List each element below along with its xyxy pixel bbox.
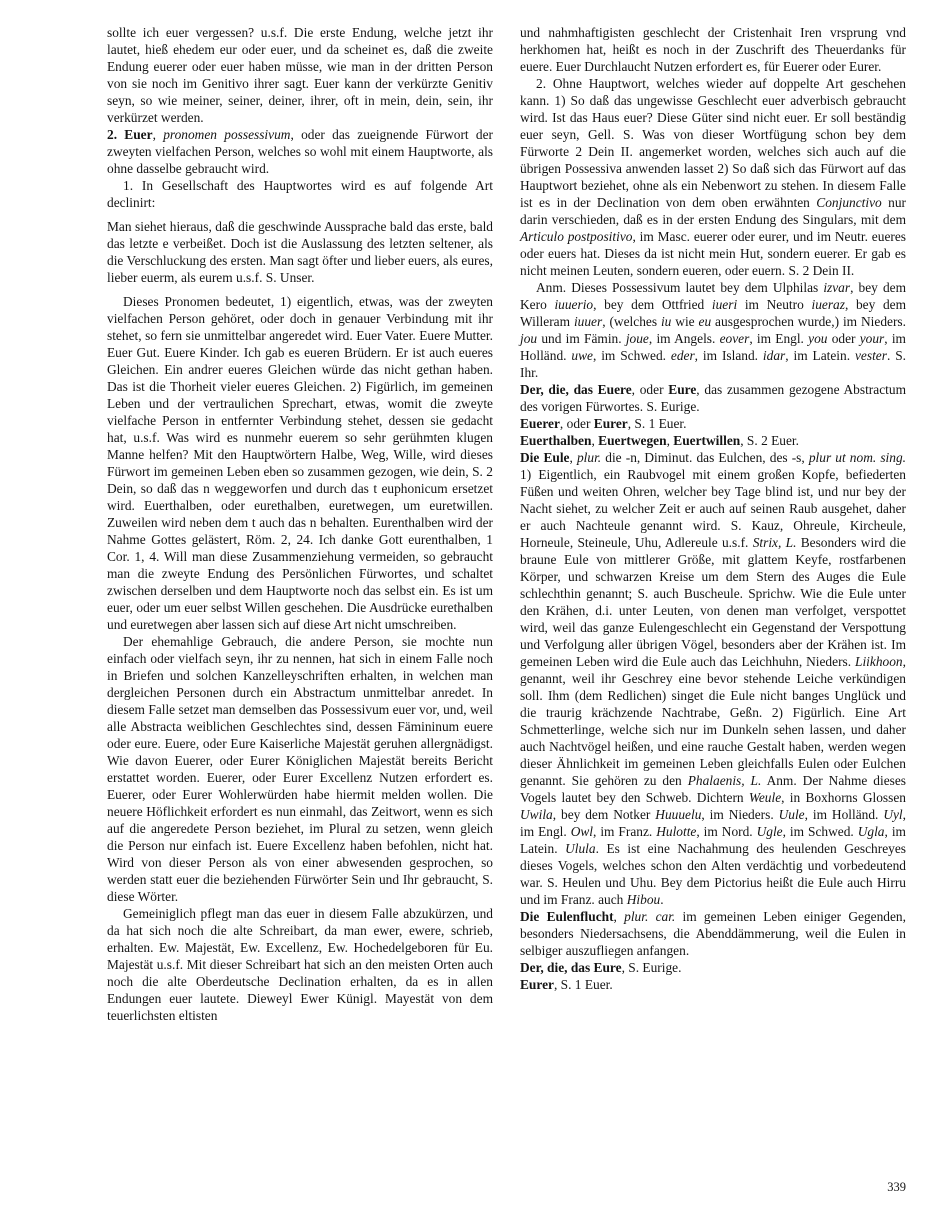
right-column <box>520 24 906 1024</box>
text-run: , in Boxhorns Glossen <box>781 790 906 805</box>
italic-run: Ugle <box>756 824 783 839</box>
paragraph <box>520 381 906 415</box>
text-run: 1) Eigentlich, ein Raubvogel mit einem großen Kopfe, befiederten Füßen und weiten Ohren, welcher bey Tage blind ist, und nur bey der Nacht siehet, zu welcher Zeit er auch auf seinen Raub ausgehet, daher er auch Nachteule genannt wird. S. Kauz, Ohreule, Kircheule, Horneule, Steineule, Uhu, Adlereule u.s.f. <box>520 467 906 550</box>
text-run: und im Fämin. <box>537 331 626 346</box>
text-run: und nahmhaftigisten geschlecht der Cristenhait Iren vrsprung vnd herkhomen hat, heißt es noch in der Zuschrift des Theuerdanks für euere. Euer Durchlaucht Nutzen erfordert es, für Euerer oder Eurer. <box>520 25 906 74</box>
italic-run: iueraz <box>811 297 845 312</box>
text-run: , bey dem Notker <box>552 807 656 822</box>
text-run: , im Latein. <box>785 348 855 363</box>
text-run: . S. Ihr. <box>520 348 906 380</box>
text-run: ausgesprochen wurde,) im Nieders. <box>711 314 906 329</box>
text-run: Der ehemahlige Gebrauch, die andere Person, sie mochte nun einfach oder vielfach seyn, ihr zu nennen, hat sich in einem Falle noch in Briefen und solchen Kanzelleyschriften erhalten, in welchen man dergleichen Personen durch ein Abstractum unmittelbar anredet. In diesem Falle setzet man demselben das Possessivum euer vor, und, weil alle Abstracta weiblichen Geschlechtes sind, dessen Fämininum euere oder eure. Euere, oder Eure Kaiserliche Majestät geruhen allergnädigst. Wie davon Euerer, oder Eurer Königlichen Majestät bereits Bericht erstattet worden. Euerer, oder Eurer Excellenz Nutzen erfordert es. Euerer, oder Eurer Wohlerwürden habe hiermit melden wollen. Die neuere Höflichkeit erfordert es nun einmahl, das Zeitwort, wenn es sich auf die angeredete Person beziehet, im Plural zu setzen, wenn gleich die Person nur einfach ist. Euere Excellenz haben befohlen, nicht hat. Wird von dieser Person als von einer abwesenden gesprochen, so werden statt euer die beziehenden Fürwörter Sein und Ihr gebraucht, S. diese Wörter. <box>107 634 493 904</box>
text-run: , im Latein. <box>520 824 906 856</box>
italic-run: your <box>859 331 885 346</box>
italic-run: jou <box>520 331 538 346</box>
text-run: , im Franz. <box>593 824 657 839</box>
paragraph <box>520 415 906 432</box>
text-run: , <box>666 433 674 448</box>
paragraph <box>520 976 906 993</box>
italic-run: vester <box>854 348 887 363</box>
italic-run: Hulotte <box>656 824 697 839</box>
text-run: , im Island. <box>694 348 763 363</box>
text-run: , im Schwed. <box>592 348 671 363</box>
text-run: , S. Eurige. <box>621 960 682 975</box>
italic-run: eover <box>719 331 750 346</box>
text-run: 2. Ohne Hauptwort, welches wieder auf doppelte Art geschehen kann. 1) So daß das ungewisse Geschlecht euer adverbisch gebraucht wird. Ist das Haus euer? Diese Güter sind nicht euer. Er soll beständig euer seyn, Gell. S. Was von dieser Wortfügung schon bey dem Fürworte 2 Dein II. angemerket worden, welches sich auch auf die übrigen Possessiva anwenden lasset 2) So daß sich das Fürwort auf das Hauptwort beziehet, ohne als ein Nebenwort zu stehen. In diesem Falle ist es in der Declination von dem oben erwähnten <box>520 76 906 210</box>
text-run: Anm. Dieses Possessivum lautet bey dem Ulphilas <box>536 280 824 295</box>
text-run: , S. 1 Euer. <box>627 416 687 431</box>
paragraph <box>107 293 493 633</box>
text-run: Anm. Der Nahme dieses Vogels lautet bey den Schweb. Dichtern <box>520 773 907 805</box>
italic-run: Liikhoon <box>855 654 903 669</box>
headword: Euerthalben <box>520 433 592 448</box>
text-run: , bey dem Kero <box>520 280 906 312</box>
text-run: , S. 2 Euer. <box>740 433 800 448</box>
paragraph <box>520 959 906 976</box>
text-run: , genannt, weil ihr Geschrey eine bevor stehende Leiche verkündigen soll. Ihm (dem Redlichen) singet die Eule nicht banges Unglück und die traurig krächzende Nachtrabe, Geßn. 2) Figürlich. Eine Art Schmetterlinge, welche sich nur im Dunkeln sehen lassen, und daher auch Nachtvögel heißen, und eine rauche Gestalt haben, werden wegen dieser Ähnlichkeit im gemeinen Leben gleichfalls Eulen oder Eulchen genannt. Sie gehören zu den <box>520 654 906 788</box>
text-run: , im Engl. <box>749 331 809 346</box>
italic-run: idar <box>762 348 786 363</box>
page-number: 339 <box>887 1180 906 1194</box>
text-run: , bey dem Ottfried <box>593 297 712 312</box>
italic-run: joue <box>625 331 649 346</box>
text-run: nur darin verschieden, daß es in der ersten Endung des Singulars, mit dem <box>520 195 906 227</box>
italic-run: you <box>808 331 828 346</box>
text-run: die -n, Diminut. das Eulchen, des -s, <box>601 450 809 465</box>
italic-run: Articulo postpositivo <box>520 229 633 244</box>
italic-run: iuuer <box>573 314 603 329</box>
italic-run: iueri <box>711 297 738 312</box>
italic-run: iu <box>660 314 672 329</box>
italic-run: Weule <box>748 790 782 805</box>
text-run: im Neutro <box>737 297 812 312</box>
headword: Die Eulenflucht <box>520 909 614 924</box>
italic-run: Conjunctivo <box>816 195 882 210</box>
italic-run: Owl <box>570 824 594 839</box>
headword: Eurer <box>593 416 628 431</box>
italic-run: iuuerio <box>554 297 594 312</box>
italic-run: plur. <box>576 450 602 465</box>
italic-run: izvar <box>823 280 851 295</box>
text-run: sollte ich euer vergessen? u.s.f. Die erste Endung, welche jetzt ihr lautet, hieß ehedem eur oder euer, und da scheinet es, daß die zweite Endung euerer oder euer haben müsse, wie man in der dritten Person von sie noch im Genitivo ihrer sagt. Euer kann der verkürzte Genitiv seyn, so wie meiner, seiner, deiner, ihrer, oft in mein, dein, sein, ihr verkürzet werden. <box>107 25 493 125</box>
paragraph <box>107 24 493 126</box>
italic-run: plur ut nom. sing. <box>808 450 906 465</box>
text-run: . Es ist eine Nachahmung des heulenden Geschreyes dieses Vogels, welches schon den Alten verdächtig und vorbedeutend war. S. Heulen und Uhu. Bey dem Pictorius heißt die Eule auch Hirru und im Franz. auch <box>520 841 906 907</box>
italic-run: Huuuelu <box>655 807 702 822</box>
left-column <box>107 24 493 1024</box>
italic-run: Uule <box>778 807 805 822</box>
italic-run: eu <box>698 314 712 329</box>
text-run: Dieses Pronomen bedeutet, 1) eigentlich, etwas, was der zweyten vielfachen Person gehöret, oder doch in genauer Verbindung mit ihr stehet, so fern sie unmittelbar angeredet wird. Euer Vater. Euere Mutter. Euer Gut. Euere Kinder. Ich gab es eueren Brüdern. Er ist auch eueres Gleichen. Ein andrer eueres Gleichen würde das nicht gethan haben. Das ist die Thorheit vieler eueres Gleichen. 2) Figürlich, im gemeinen Leben und der vertraulichen Sprechart, etwas, womit die zweyte vielfache Person in entfernter Verbindung stehet, dessen sie gedacht hat, u.s.f. Was wird es nunmehr euerem so sehr gerühmten klugen Manne helfen? Mit den Hauptwörtern Halbe, Weg, Wille, wird dieses Fürwort im gemeinen Leben eben so zusammen gezogen, wie dein, S. 2 Dein, so daß das n weggeworfen und durch das t euphonicum ersetzet wird. Euerthalben, oder eurethalben, euretwegen, um euretwillen. Zuweilen wird neben dem t auch das n behalten. Eurenthalben wird der Nahme Gottes gelästert, Röm. 2, 24. Ich danke Gott eurenthalben, 1 Cor. 1, 4. Will man diese Zusammenziehung vermeiden, so gebraucht man die zweyte Endung des Persönlichen Fürwortes, und schaltet zwischen derselben und dem Hauptworte noch das selbst ein. Es ist um euer, oder um euer selbst Willen geschehen. Die Ausdrücke eurethalben und euretwegen aber lassen sich auf diese Art nicht umschreiben. <box>107 294 493 632</box>
text-run: , (welches <box>602 314 661 329</box>
text-run: , im Masc. euerer oder eurer, und im Neutr. eueres oder euers hat. Dieses da ist nicht mein Hut, sondern euerer. Er gab es nicht meinen Leuten, sondern eueren, oder euern. S. 2 Dein II. <box>520 229 906 278</box>
italic-run: Uwila <box>520 807 553 822</box>
italic-run: uwe <box>571 348 593 363</box>
text-run: 1. In Gesellschaft des Hauptwortes wird es auf folgende Art declinirt: <box>107 178 493 210</box>
paragraph <box>520 24 906 75</box>
headword: Eurer <box>520 977 554 992</box>
text-run: , das zusammen gezogene Abstractum des vorigen Fürwortes. S. Eurige. <box>520 382 906 414</box>
headword: Euertwillen <box>673 433 741 448</box>
paragraph <box>107 218 493 286</box>
italic-run: Hibou <box>626 892 661 907</box>
text-run: , bey dem Willeram <box>520 297 907 329</box>
headword: Eure <box>668 382 697 397</box>
text-run: , oder das zueignende Fürwort der zweyten vielfachen Person, welches so wohl mit einem Hauptworte, als ohne dasselbe gebraucht wird. <box>107 127 493 176</box>
italic-run: Strix, L. <box>752 535 797 550</box>
text-run: Besonders wird die braune Eule von mittlerer Größe, mit glattem Keyfe, rostfarbenen Körper, und schwarzen Kreise um dem Stern des Auges die Eule schlechthin genannt; S. auch Buscheule. Sprichw. Wie die Eule unter den Krähen, d.i. unter Leuten, von denen man verfolget, verspottet wird, weil das ganze Eulengeschlecht ein Gegenstand der Verspottung und Verfolgung aller übrigen Vögel, besonders aber der Krähen ist. Im gemeinen Leben wird die Eule auch das Leichhuhn, Nieders. <box>520 535 906 669</box>
paragraph <box>520 279 906 381</box>
text-run: , im Schwed. <box>782 824 858 839</box>
text-run: , im Engl. <box>520 807 907 839</box>
paragraph <box>107 633 493 905</box>
text-run: Gemeiniglich pflegt man das euer in diesem Falle abzukürzen, und da hat sich noch die alte Schreibart, da man ewer, ewere, schrieb, erhalten. Ew. Majestät, Ew. Excellenz, Ew. Hochedelgeboren für Eu. Majestät u.s.f. Mit dieser Schreibart hat sich an den meisten Orten auch noch die alte Oberdeutsche Declination erhalten, da es in allen Endungen euer lautete. Dieweyl Ewer Künigl. Mayestät von dem teuerlichsten eltisten <box>107 906 493 1023</box>
paragraph <box>520 449 906 908</box>
text-run: , im Nord. <box>696 824 757 839</box>
text-run: , <box>152 127 164 142</box>
text-run: , <box>569 450 577 465</box>
italic-run: plur. car. <box>624 909 676 924</box>
italic-run: eder <box>670 348 695 363</box>
paragraph <box>520 75 906 279</box>
text-run: , im Nieders. <box>701 807 779 822</box>
dictionary-page <box>107 24 906 1024</box>
italic-run: Phalaenis, L. <box>687 773 762 788</box>
text-run: , im Holländ. <box>520 331 906 363</box>
text-run: , im Holländ. <box>804 807 884 822</box>
text-run: , <box>613 909 625 924</box>
headword: Der, die, das Eure <box>520 960 622 975</box>
italic-run: Ulula <box>565 841 596 856</box>
paragraph <box>520 908 906 959</box>
text-run: wie <box>671 314 699 329</box>
italic-run: Uyl <box>883 807 903 822</box>
text-run: , oder <box>559 416 594 431</box>
text-run: , oder <box>631 382 669 397</box>
italic-run: Ugla <box>857 824 885 839</box>
headword: Der, die, das Euere <box>520 382 632 397</box>
headword: Die Eule <box>520 450 570 465</box>
italic-run: pronomen possessivum <box>163 127 291 142</box>
text-run: , S. 1 Euer. <box>553 977 613 992</box>
headword: Euerer <box>520 416 560 431</box>
text-run: Man siehet hieraus, daß die geschwinde Aussprache bald das erste, bald das letzte e verbeißet. Doch ist die Auslassung des letzten seltener, als die Verschluckung des ersten. Man sagt öfter und lieber euers, als eures, lieber euerm, als eurem u.s.f. S. Unser. <box>107 219 493 285</box>
headword: 2. Euer <box>107 127 153 142</box>
text-columns <box>107 24 906 1024</box>
text-run: , <box>591 433 599 448</box>
paragraph <box>107 177 493 211</box>
text-run: , im Angels. <box>648 331 720 346</box>
text-run: oder <box>827 331 860 346</box>
headword: Euertwegen <box>598 433 667 448</box>
text-run: . <box>660 892 664 907</box>
text-run: im gemeinen Leben einiger Gegenden, besonders Niedersachsens, die Abenddämmerung, weil die Eulen in selbiger auszufliegen anfangen. <box>520 909 906 958</box>
paragraph <box>520 432 906 449</box>
paragraph <box>107 905 493 1024</box>
paragraph <box>107 126 493 177</box>
